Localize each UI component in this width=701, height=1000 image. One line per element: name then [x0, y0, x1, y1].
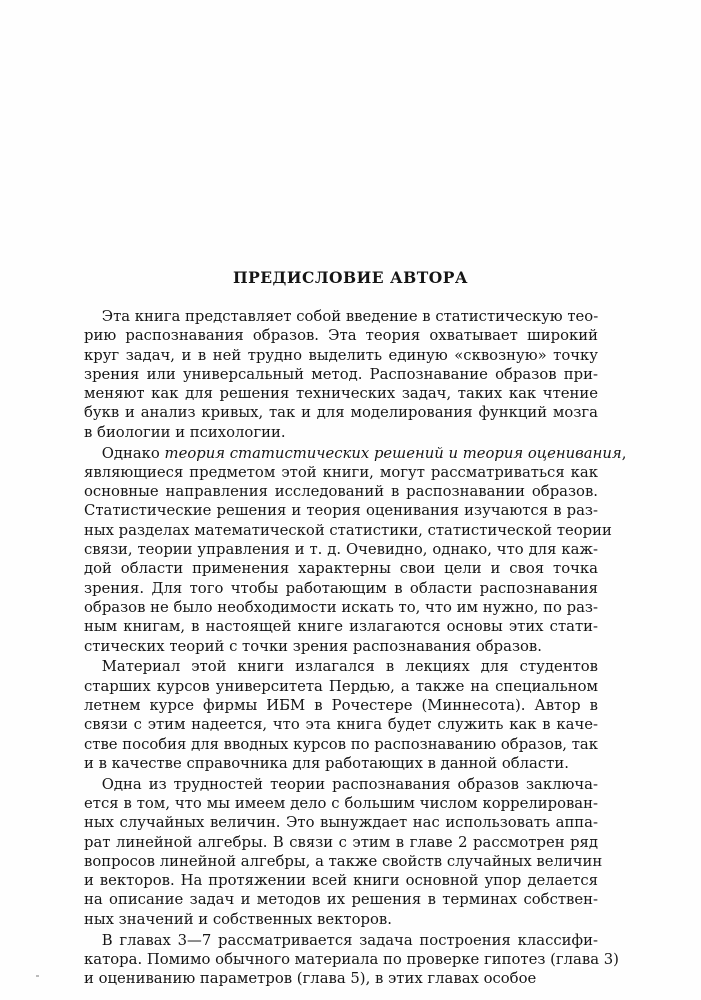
line-text: летнем курсе фирмы ИБМ в Рочестере (Миннесота). Автор в: [84, 696, 598, 714]
line-text: катора. Помимо обычного материала по проверке гипотез (глава 3): [84, 950, 619, 968]
text-line: [84, 598, 598, 617]
line-text-post: ,: [621, 444, 627, 462]
line-text: зрения. Для того чтобы работающим в области распознавания: [84, 579, 598, 597]
text-line: [84, 950, 619, 969]
text-line: [84, 794, 598, 813]
text-line: [84, 775, 598, 794]
text-line: [84, 813, 598, 832]
line-text: вопросов линейной алгебры, а также свойств случайных величин: [84, 852, 603, 870]
line-text: ных случайных величин. Это вынуждает нас использовать аппа-: [84, 814, 598, 832]
line-text: букв и анализ кривых, так и для моделирования функций мозга: [84, 404, 598, 422]
text-line: [84, 326, 598, 345]
text-line: [84, 969, 598, 988]
paragraph: [84, 657, 598, 773]
text-line: [84, 423, 598, 442]
page-title: ПРЕДИСЛОВИЕ АВТОРА: [232, 268, 469, 287]
line-text: рию распознавания образов. Эта теория охватывает широкий: [84, 327, 598, 345]
line-text: Одна из трудностей теории распознавания образов заключа-: [101, 775, 598, 793]
text-line: [84, 501, 598, 520]
line-text: ным книгам, в настоящей книге излагаются основы этих стати-: [84, 618, 598, 636]
line-text: дой области применения характерны свои цели и своя точка: [84, 560, 598, 578]
text-line: [84, 735, 598, 754]
line-text: и в качестве справочника для работающих в данной области.: [84, 754, 569, 772]
line-text: являющиеся предметом этой книги, могут рассматриваться как: [84, 463, 598, 481]
text-line: [84, 637, 598, 656]
paragraph: [84, 775, 603, 929]
text-line: [84, 403, 598, 422]
text-line: [84, 307, 598, 326]
line-text: Эта книга представляет собой введение в статистическую тео-: [101, 308, 599, 325]
line-text: старших курсов университета Пердью, а также на специальном: [84, 677, 598, 695]
text-line: [84, 365, 598, 384]
line-text: в биологии и психологии.: [84, 423, 286, 441]
line-text: зрения или универсальный метод. Распознавание образов при-: [84, 365, 598, 383]
line-text: В главах 3—7 рассматривается задача построения классифи-: [101, 931, 598, 949]
text-line: [84, 463, 598, 482]
text-line: [84, 696, 598, 715]
line-text: на описание задач и методов их решения в терминах собствен-: [84, 891, 598, 909]
text-line: [84, 754, 598, 773]
text-line: [84, 384, 598, 403]
text-line: [84, 890, 598, 909]
line-text: ных значений и собственных векторов.: [84, 910, 392, 928]
text-line: [84, 521, 612, 540]
text-line: [84, 657, 598, 676]
body-text: [84, 307, 627, 990]
line-text: Статистические решения и теория оценивания изучаются в раз-: [84, 502, 598, 520]
line-text: ется в том, что мы имеем дело с большим числом коррелирован-: [84, 794, 598, 812]
line-text: связи, теории управления и т. д. Очевидно, однако, что для каж-: [84, 541, 598, 559]
text-line: [84, 617, 598, 636]
paragraph: [84, 931, 619, 989]
line-text: и оцениванию параметров (глава 5), в этих главах особое: [84, 970, 537, 988]
text-line: [84, 540, 598, 559]
line-text: стве пособия для вводных курсов по распознаванию образов, так: [84, 735, 598, 753]
text-line: [84, 346, 598, 365]
text-line: [84, 931, 598, 950]
text-line: [84, 833, 598, 852]
text-line: [84, 444, 627, 463]
line-text: связи с этим надеется, что эта книга будет служить как в каче-: [84, 716, 598, 734]
line-text: образов не было необходимости искать то, что им нужно, по раз-: [84, 598, 598, 616]
line-text: Материал этой книги излагался в лекциях для студентов: [101, 658, 598, 676]
text-line: [84, 579, 598, 598]
text-line: [84, 852, 603, 871]
text-line: [84, 559, 598, 578]
paragraph: [84, 444, 627, 656]
line-text: и векторов. На протяжении всей книги основной упор делается: [84, 872, 598, 890]
text-line: [84, 910, 598, 929]
line-text: ных разделах математической статистики, статистической теории: [84, 521, 612, 539]
italic-term: теория статистических решений и теория оценивания: [164, 444, 622, 462]
line-text: рат линейной алгебры. В связи с этим в главе 2 рассмотрен ряд: [84, 833, 598, 851]
line-text: стических теорий с точки зрения распознавания образов.: [84, 637, 542, 655]
line-text: круг задач, и в ней трудно выделить единую «сквозную» точку: [84, 346, 598, 364]
text-line: [84, 715, 598, 734]
scan-speck: [36, 975, 39, 977]
paragraph: [84, 307, 598, 442]
text-line: [84, 482, 598, 501]
line-text: основные направления исследований в распознавании образов.: [84, 483, 598, 501]
text-line: [84, 871, 598, 890]
line-text-pre: Однако: [101, 444, 165, 462]
line-text: меняют как для решения технических задач, таких как чтение: [84, 385, 598, 403]
text-line: [84, 677, 598, 696]
